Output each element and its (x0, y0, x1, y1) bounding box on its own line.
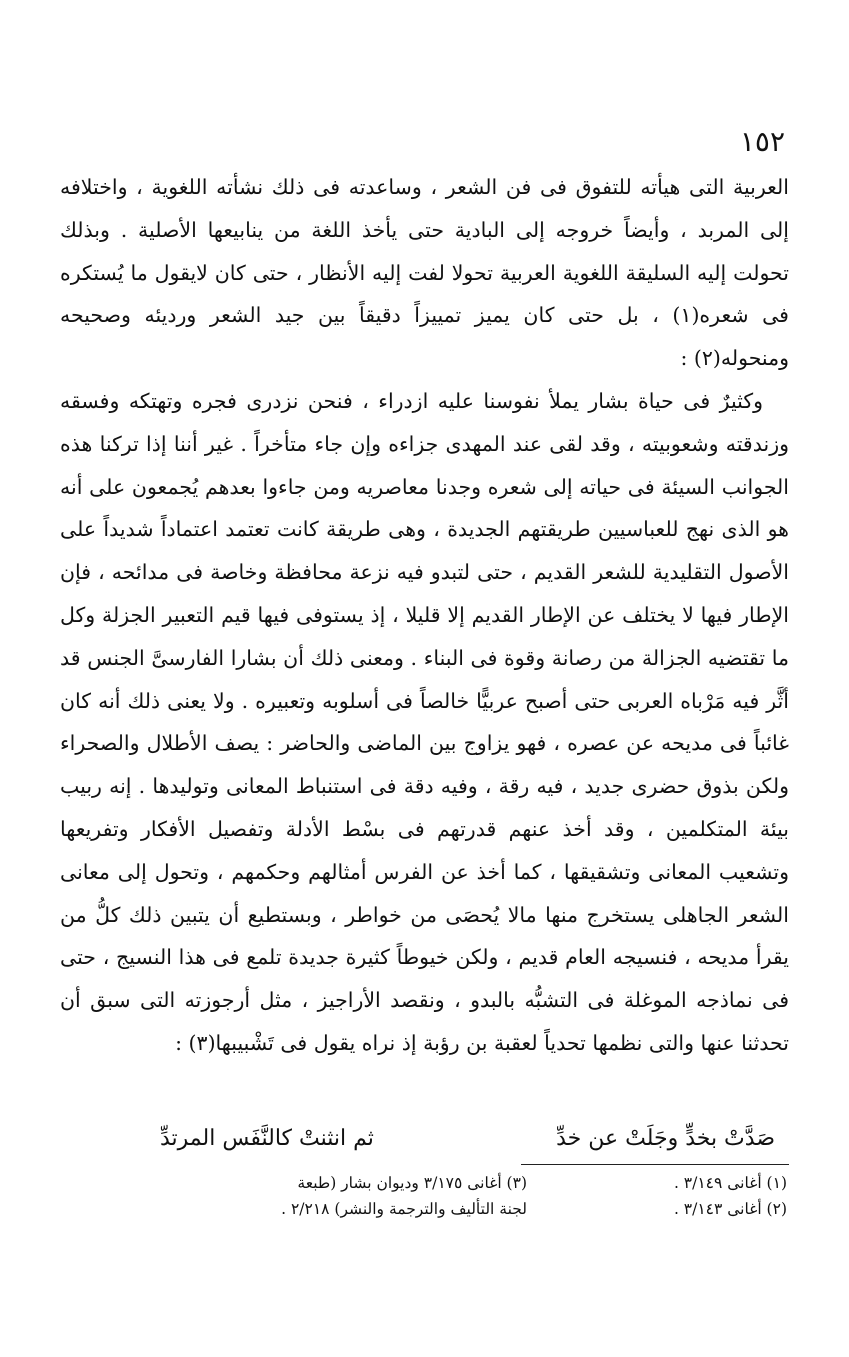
paragraph-2: وكثيرٌ فى حياة بشار يملأ نفوسنا عليه ازدراء ، فنحن نزدرى فجره وتهتكه وفسقه وزندقته وشعوبيته ، وقد لقى عند المهدى جزاءه وإن جاء متأخراً . غير أننا إذا تركنا هذه الجوانب السيئة فى حياته إلى شعره وجدنا معاصريه ومن جاءوا بعدهم يُجمعون على أنه هو الذى نهج للعباسيين طريقتهم الجديدة ، وهى طريقة كانت تعتمد اعتماداً شديداً على الأصول التقليدية للشعر القديم ، حتى لتبدو فيه نزعة محافظة وخاصة فى مدائحه ، فإن الإطار فيها لا يختلف عن الإطار القديم إلا قليلا ، إذ يستوفى فيها قيم التعبير الجزلة وكل ما تقتضيه الجزالة من رصانة وقوة فى البناء . ومعنى ذلك أن بشارا الفارسىَّ الجنس قد أثَّر فيه مَرْباه العربى حتى أصبح عربيًّا خالصاً فى أسلوبه وتعبيره . ولا يعنى ذلك أنه كان غائباً فى مديحه عن عصره ، فهو يزاوج بين الماضى والحاضر : يصف الأطلال والصحراء ولكن بذوق حضرى جديد ، فيه رقة ، وفيه دقة فى استنباط المعانى وتوليدها . إنه ربيب بيئة المتكلمين ، وقد أخذ عنهم قدرتهم فى بسْط الأدلة وتفصيل الأفكار وتفريعها وتشعيب المعانى وتشقيقها ، كما أخذ عن الفرس أمثالهم وحكمهم ، وتحول إلى معانى الشعر الجاهلى يستخرج منها مالا يُحصَى من خواطر ، وبستطيع أن يتبين ذلك كلُّ من يقرأ مديحه ، فنسيجه العام قديم ، ولكن خيوطاً كثيرة جديدة تلمع فى هذا النسيج ، حتى فى نماذجه الموغلة فى التشبُّه بالبدو ، ونقصد الأراجيز ، مثل أرجوزته التى سبق أن تحدثنا عنها والتى نظمها تحدياً لعقبة بن رؤبة إذ نراه يقول فى تَشْبيبها(٣) : (60, 388, 789, 1055)
footnote-1: (١) أغانى ٣/١٤٩ . (673, 1174, 787, 1192)
footnotes-left-column (87, 1170, 527, 1222)
footnotes-right-column (547, 1170, 787, 1222)
verse-first-hemistich: صَدَّتْ بخدٍّ وجَلَتْ عن خدِّ (556, 1126, 775, 1151)
main-text (60, 166, 789, 1065)
verse-second-hemistich: ثم انثنتْ كالنَّفَس المرتدِّ (160, 1126, 374, 1151)
footnote-3-continued: لجنة التأليف والترجمة والنشر) ٢/٢١٨ . (281, 1200, 527, 1218)
footnote-3: (٣) أغانى ٣/١٧٥ وديوان بشار (طبعة (297, 1174, 527, 1192)
footnote-separator (521, 1164, 789, 1165)
footnote-2: (٢) أغانى ٣/١٤٣ . (673, 1200, 787, 1218)
paragraph-1: العربية التى هيأته للتفوق فى فن الشعر ، وساعدته فى ذلك نشأته اللغوية ، واختلافه إلى المربد ، وأيضاً خروجه إلى البادية حتى يأخذ اللغة من ينابيعها الأصلية . وبذلك تحولت إليه السليقة اللغوية العربية تحولا لفت إليه الأنظار ، حتى كان لايقول ما يُستكره فى شعره(١) ، بل حتى كان يميز تمييزاً دقيقاً بين جيد الشعر ورديئه وصحيحه ومنحوله(٢) : (60, 175, 789, 371)
verse-line (60, 1116, 789, 1162)
page-number: ١٥٢ (739, 125, 785, 158)
